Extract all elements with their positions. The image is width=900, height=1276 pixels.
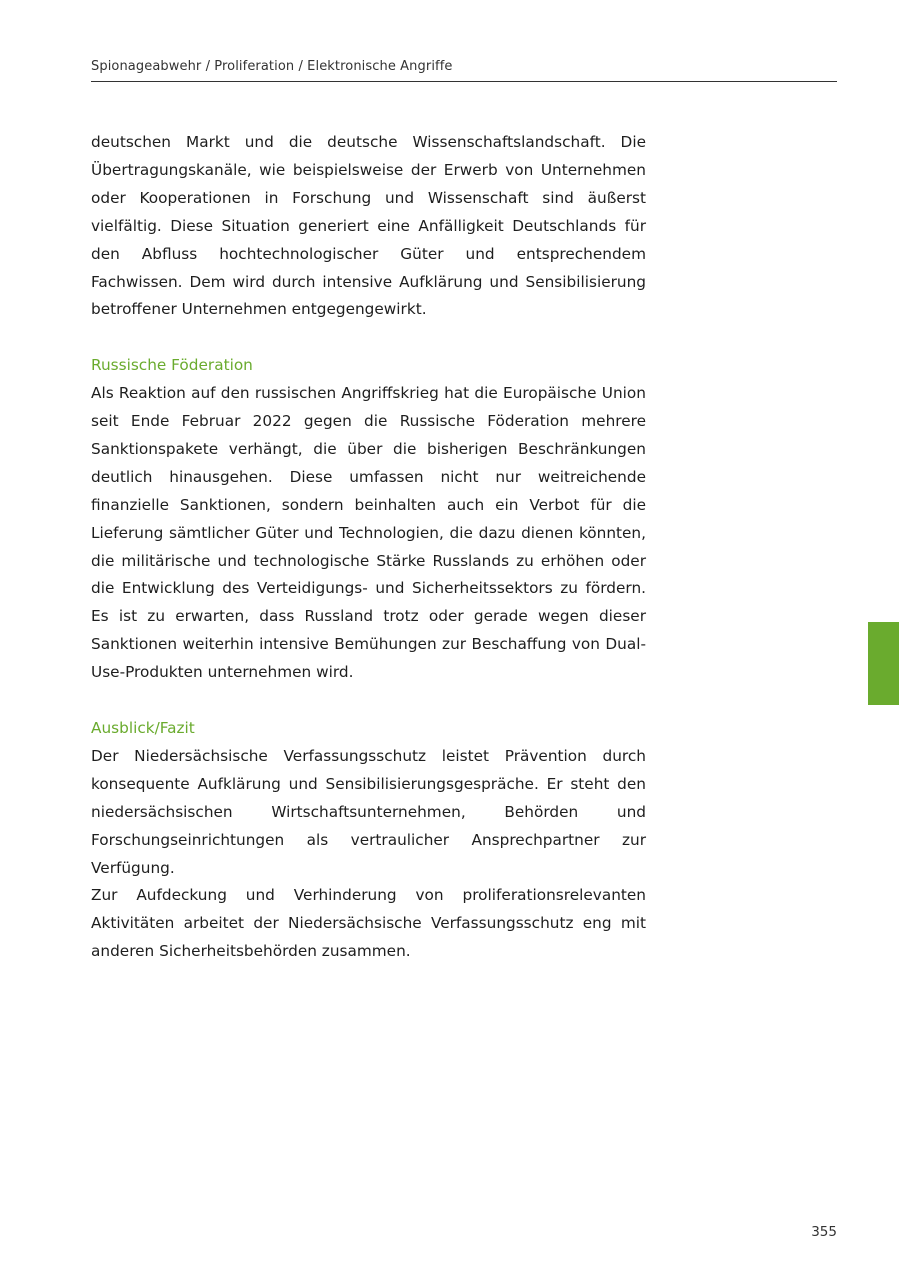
section-heading-russia: Russische Föderation — [91, 356, 253, 375]
page-body — [91, 129, 646, 966]
page-number: 355 — [811, 1224, 837, 1240]
outlook-paragraph-1: Der Niedersächsische Verfassungsschutz leistet Prävention durch konsequente Aufklärung und Sensibilisierungsgespräche. Er steht den niedersächsischen Wirtschaftsunternehmen, Behörden und Forschungseinrichtungen als vertraulicher Ansprechpartner zur Verfügung. — [91, 746, 646, 877]
intro-paragraph: deutschen Markt und die deutsche Wissenschaftslandschaft. Die Übertragungskanäle, wie beispielsweise der Erwerb von Unternehmen oder Kooperationen in Forschung und Wissenschaft sind äußerst vielfältig. Diese Situation generiert eine Anfälligkeit Deutschlands für den Abfluss hochtechnologischer Güter und entsprechendem Fachwissen. Dem wird durch intensive Aufklärung und Sensibilisierung betroffener Unternehmen entgegengewirkt. — [91, 133, 646, 319]
section-heading-outlook: Ausblick/Fazit — [91, 719, 195, 737]
russia-paragraph: Als Reaktion auf den russischen Angriffskrieg hat die Europäische Union seit Ende Februar 2022 gegen die Russische Föderation mehrere Sanktionspakete verhängt, die über die bisherigen Beschränkungen deutlich hinausgehen. Diese umfassen nicht nur weitreichende finanzielle Sanktionen, sondern beinhalten auch ein Verbot für die Lieferung sämtlicher Güter und Technologien, die dazu dienen könnten, die militärische und technologische Stärke Russlands zu erhöhen oder die Entwicklung des Verteidigungs- und Sicherheitssektors zu fördern. Es ist zu erwarten, dass Russland trotz oder gerade wegen dieser Sanktionen weiterhin intensive Bemühungen zur Beschaffung von Dual-Use-Produkten unternehmen wird. — [91, 384, 646, 682]
running-header: Spionageabwehr / Proliferation / Elektronische Angriffe — [91, 58, 837, 82]
chapter-tab-marker — [868, 622, 899, 705]
outlook-paragraph-2: Zur Aufdeckung und Verhinderung von proliferationsrelevanten Aktivitäten arbeitet der Niedersächsische Verfassungsschutz eng mit anderen Sicherheitsbehörden zusammen. — [91, 886, 646, 961]
